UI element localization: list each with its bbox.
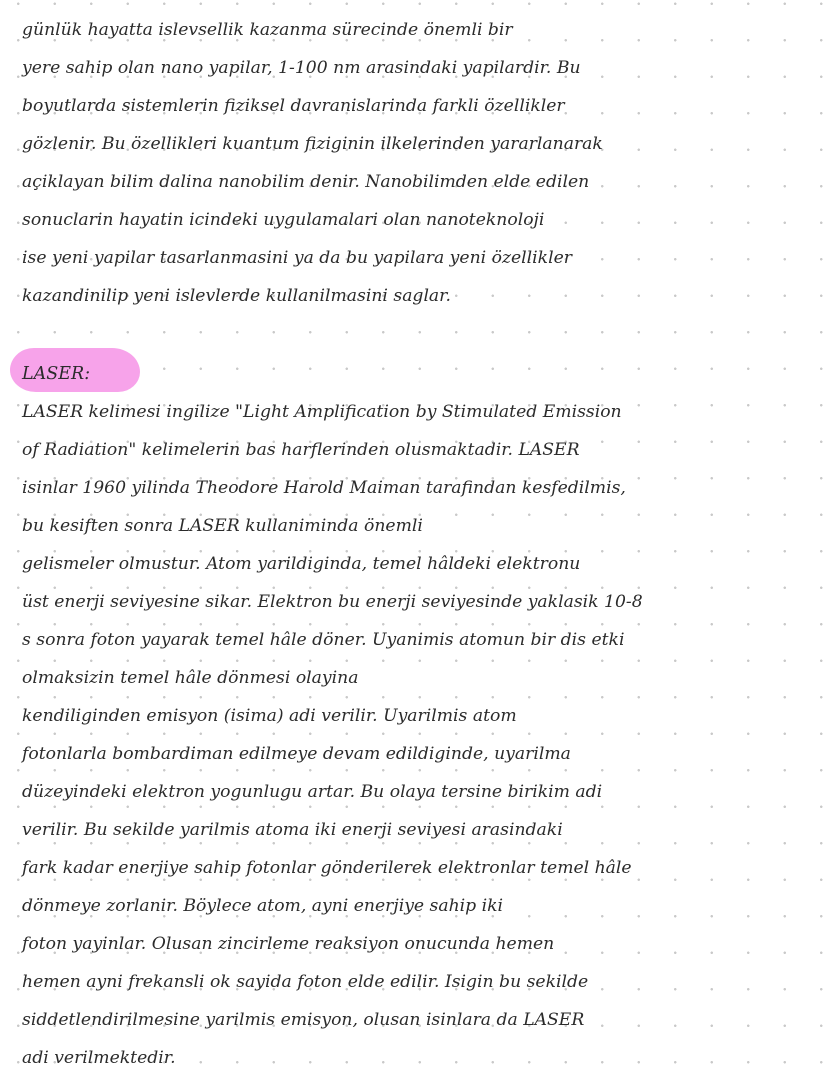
text-line: yere sahip olan nano yapilar, 1-100 nm arasindaki yapilardir. Bu xyxy=(22,58,581,78)
text-line: fotonlarla bombardiman edilmeye devam edildiginde, uyarilma xyxy=(22,744,571,764)
text-line: foton yayinlar. Olusan zincirleme reaksiyon onucunda hemen xyxy=(22,934,555,954)
text-line: düzeyindeki elektron yogunlugu artar. Bu olaya tersine birikim adi xyxy=(22,782,603,802)
heading-text: LASER: xyxy=(22,364,91,384)
text-line: s sonra foton yayarak temel hâle döner. Uyanimis atomun bir dis etki xyxy=(22,630,625,650)
text-line: siddetlendirilmesine yarilmis emisyon, olusan isinlara da LASER xyxy=(22,1010,585,1030)
text-line: adi verilmektedir. xyxy=(22,1048,176,1068)
text-line: isinlar 1960 yilinda Theodore Harold Maiman tarafindan kesfedilmis, xyxy=(22,478,626,498)
text-line: boyutlarda sistemlerin fiziksel davranislarinda farkli özellikler xyxy=(22,96,565,116)
text-line: kazandinilip yeni islevlerde kullanilmasini saglar. xyxy=(22,286,451,306)
text-line: LASER kelimesi ingilize "Light Amplification by Stimulated Emission xyxy=(22,402,622,422)
text-line: verilir. Bu sekilde yarilmis atoma iki enerji seviyesi arasindaki xyxy=(22,820,563,840)
text-line: üst enerji seviyesine sikar. Elektron bu enerji seviyesinde yaklasik 10-8 xyxy=(22,592,643,612)
text-line: bu kesiften sonra LASER kullaniminda önemli xyxy=(22,516,423,536)
text-line: ise yeni yapilar tasarlanmasini ya da bu yapilara yeni özellikler xyxy=(22,248,572,268)
text-line: gözlenir. Bu özellikleri kuantum fiziginin ilkelerinden yararlanarak xyxy=(22,134,603,154)
text-line: sonuclarin hayatin icindeki uygulamalari olan nanoteknoloji xyxy=(22,210,545,230)
text-line: fark kadar enerjiye sahip fotonlar gönderilerek elektronlar temel hâle xyxy=(22,858,632,878)
section-heading xyxy=(10,348,140,392)
text-line: dönmeye zorlanir. Böylece atom, ayni enerjiye sahip iki xyxy=(22,896,504,916)
text-line: olmaksizin temel hâle dönmesi olayina xyxy=(22,668,359,688)
text-line: kendiliginden emisyon (isima) adi verilir. Uyarilmis atom xyxy=(22,706,517,726)
text-line: günlük hayatta islevsellik kazanma sürecinde önemli bir xyxy=(22,20,513,40)
text-line: hemen ayni frekansli ok sayida foton elde edilir. Isigin bu sekilde xyxy=(22,972,589,992)
text-line: gelismeler olmustur. Atom yarildiginda, temel hâldeki elektronu xyxy=(22,554,581,574)
text-line: açiklayan bilim dalina nanobilim denir. Nanobilimden elde edilen xyxy=(22,172,590,192)
text-line: of Radiation" kelimelerin bas harflerinden olusmaktadir. LASER xyxy=(22,440,580,460)
